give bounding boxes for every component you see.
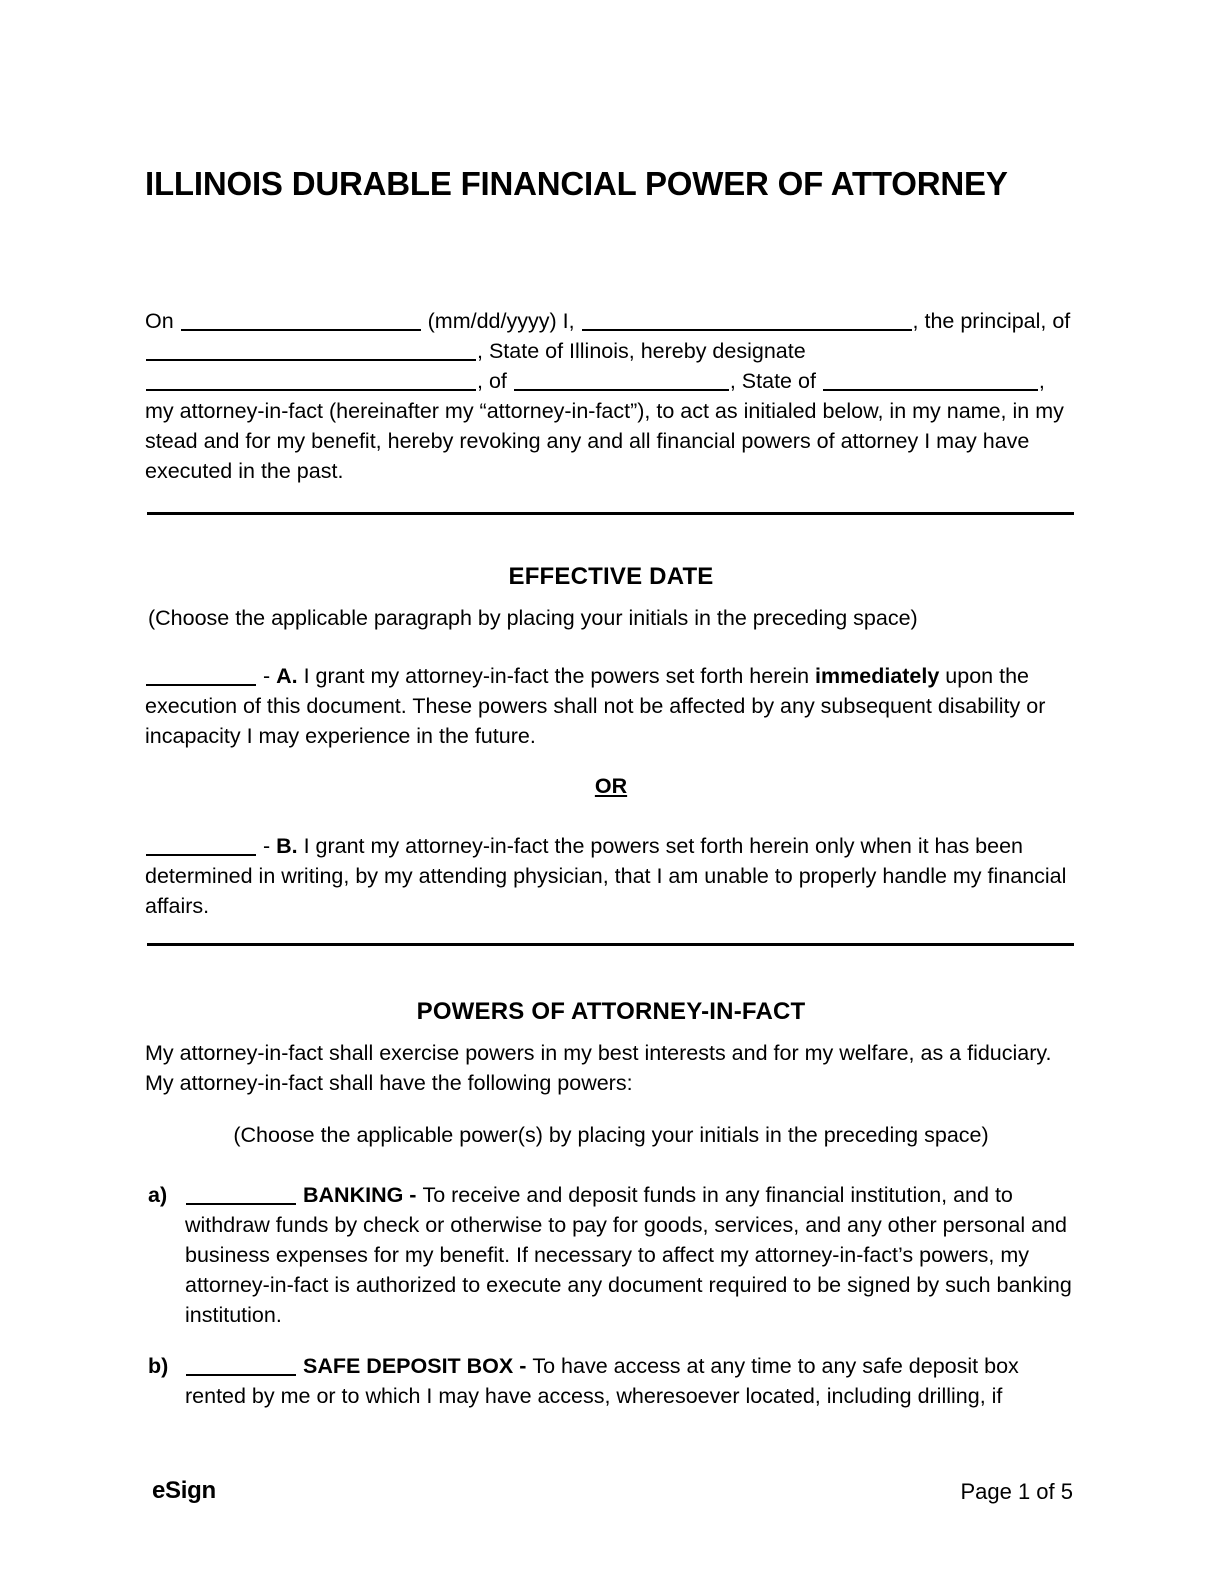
power-b-initials-blank[interactable] bbox=[186, 1355, 296, 1376]
intro-attorney-in-fact-text: , my attorney-in-fact (hereinafter my “attorney-in-fact”), to act as initialed below, in my name, in my stead and for my benefit, hereby revoking any and all financial powers of attorney I may have executed in the past. bbox=[145, 369, 1064, 483]
or-label: OR bbox=[594, 774, 628, 798]
power-item-banking bbox=[148, 1180, 1078, 1330]
intro-of-label: , of bbox=[477, 369, 513, 393]
option-a-text-part1: I grant my attorney-in-fact the powers set forth herein bbox=[297, 664, 816, 688]
option-a-text-part2: upon the execution of this document. These powers shall not be affected by any subsequent disability or incapacity I may experience in the future. bbox=[145, 664, 1046, 748]
principal-name-blank[interactable] bbox=[582, 310, 912, 331]
power-name-safe-deposit-box: SAFE DEPOSIT BOX bbox=[302, 1354, 514, 1378]
footer-brand-logo: eSign bbox=[152, 1477, 216, 1504]
page-title: ILLINOIS DURABLE FINANCIAL POWER OF ATTORNEY bbox=[145, 165, 1008, 203]
power-b-text: To have access at any time to any safe deposit box rented by me or to which I may have access, wheresoever located, including drilling, if bbox=[185, 1354, 1019, 1408]
power-name-banking: BANKING bbox=[302, 1183, 404, 1207]
intro-state-of-label: , State of bbox=[729, 369, 822, 393]
power-item-safe-deposit-box bbox=[148, 1351, 1078, 1411]
attorney-in-fact-state-blank[interactable] bbox=[823, 370, 1038, 391]
power-a-text: To receive and deposit funds in any financial institution, and to withdraw funds by check or otherwise to pay for goods, services, and any other personal and business expenses for my benefit. If necessary to affect my attorney-in-fact’s powers, my attorney-in-fact is authorized to execute any document required to be signed by such banking institution. bbox=[185, 1183, 1072, 1327]
power-b-separator: - bbox=[513, 1354, 533, 1378]
powers-intro-paragraph: My attorney-in-fact shall exercise powers in my best interests and for my welfare, as a fiduciary. My attorney-in-fact shall have the following powers: bbox=[145, 1041, 1052, 1095]
date-blank[interactable] bbox=[181, 310, 421, 331]
option-b-dash: - bbox=[257, 834, 277, 858]
option-a-initials-blank[interactable] bbox=[146, 665, 256, 686]
effective-date-instruction: (Choose the applicable paragraph by placing your initials in the preceding space) bbox=[148, 606, 918, 630]
section-heading-powers: POWERS OF ATTORNEY-IN-FACT bbox=[416, 997, 806, 1025]
footer-page-number: Page 1 of 5 bbox=[960, 1479, 1073, 1504]
power-a-initials-blank[interactable] bbox=[186, 1184, 296, 1205]
power-item-marker-b: b) bbox=[148, 1354, 169, 1378]
power-a-separator: - bbox=[403, 1183, 423, 1207]
option-a-emphasis: immediately bbox=[815, 664, 940, 688]
option-b-letter: B. bbox=[276, 834, 298, 858]
intro-paragraph bbox=[145, 306, 1077, 486]
intro-principal-label: , the principal, of bbox=[912, 309, 1071, 333]
intro-date-format: (mm/dd/yyyy) I, bbox=[421, 309, 581, 333]
option-b-text: I grant my attorney-in-fact the powers set forth herein only when it has been determined in writing, by my attending physician, that I am unable to properly handle my financial affairs. bbox=[145, 834, 1067, 918]
option-a-letter: A. bbox=[276, 664, 298, 688]
intro-state-illinois-label: , State of Illinois, hereby designate bbox=[477, 339, 806, 363]
attorney-in-fact-name-blank[interactable] bbox=[146, 370, 476, 391]
section-divider-top bbox=[147, 512, 1074, 515]
principal-address-blank[interactable] bbox=[146, 340, 476, 361]
section-heading-effective-date: EFFECTIVE DATE bbox=[508, 562, 714, 590]
section-divider-bottom bbox=[147, 943, 1074, 946]
power-item-marker-a: a) bbox=[148, 1183, 168, 1207]
effective-date-option-a bbox=[145, 661, 1077, 751]
effective-date-option-b bbox=[145, 831, 1077, 921]
intro-on-label: On bbox=[145, 309, 180, 333]
powers-instruction: (Choose the applicable power(s) by placing your initials in the preceding space) bbox=[233, 1123, 989, 1147]
attorney-in-fact-city-blank[interactable] bbox=[514, 370, 729, 391]
option-a-dash: - bbox=[257, 664, 277, 688]
option-b-initials-blank[interactable] bbox=[146, 835, 256, 856]
